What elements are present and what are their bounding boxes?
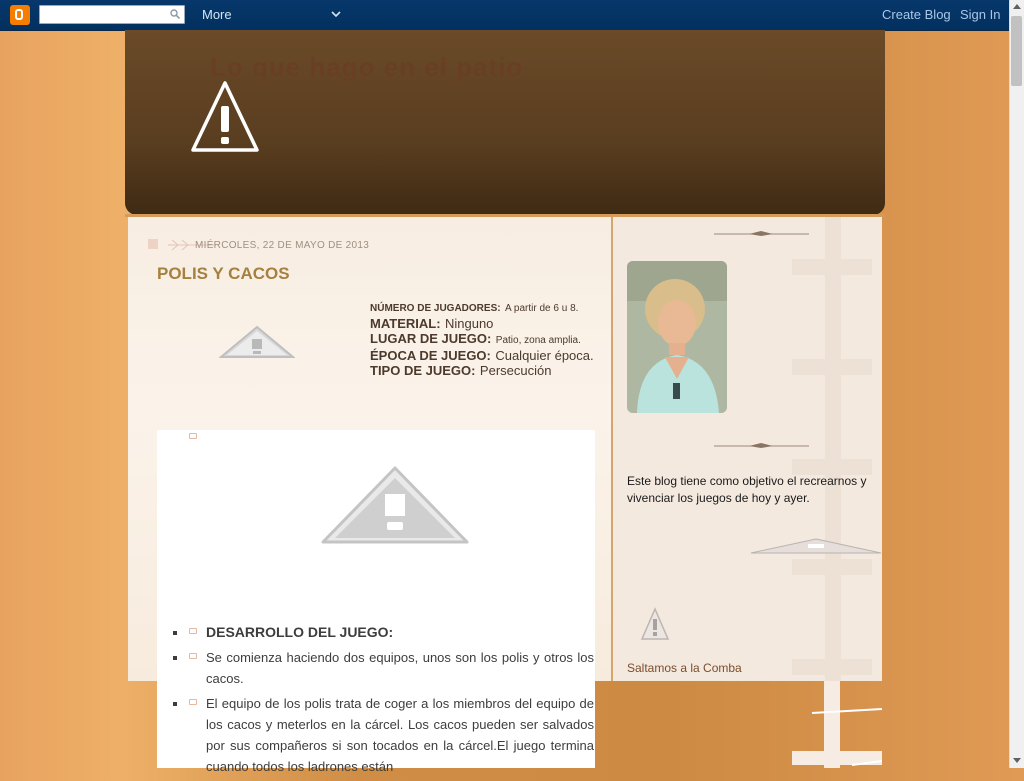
divider-decoration-icon xyxy=(714,443,809,449)
blogger-logo-icon[interactable] xyxy=(10,5,30,25)
profile-photo[interactable] xyxy=(627,261,727,413)
place-label: LUGAR DE JUEGO: xyxy=(370,331,492,346)
development-heading: DESARROLLO DEL JUEGO: xyxy=(206,624,394,640)
list-item xyxy=(168,647,594,689)
paragraph-text: El equipo de los polis trata de coger a los miembros del equipo de los cacos y meterlos en la cárcel. Los cacos pueden ser salvados por sus compañeros si son tocados en la cárcel.El juego termina cuando todos los ladrones están xyxy=(206,696,594,774)
paragraph-text: Se comienza haciendo dos equipos, unos son los polis y otros los cacos. xyxy=(206,650,594,686)
broken-image-warning-icon xyxy=(190,80,260,154)
broken-image-icon xyxy=(750,538,882,554)
sign-in-link[interactable]: Sign In xyxy=(960,7,1001,22)
post-title[interactable]: POLIS Y CACOS xyxy=(157,264,290,283)
pattern-decoration xyxy=(792,681,882,768)
blog-title[interactable]: Lo que hago en el patio xyxy=(210,52,524,82)
create-blog-link[interactable]: Create Blog xyxy=(882,7,951,22)
date-bullet xyxy=(148,239,158,249)
sidebar-link-saltamos[interactable]: Saltamos a la Comba xyxy=(627,661,742,675)
players-label: NÚMERO DE JUGADORES: xyxy=(370,303,501,314)
search-icon[interactable] xyxy=(170,9,180,19)
post-date: MIÉRCOLES, 22 DE MAYO DE 2013 xyxy=(195,240,370,251)
more-menu[interactable]: More xyxy=(202,7,232,22)
list-item xyxy=(168,693,594,777)
season-label: ÉPOCA DE JUEGO: xyxy=(370,348,491,363)
blogger-navbar xyxy=(0,0,1009,31)
material-value: Ninguno xyxy=(444,316,494,331)
divider-decoration-icon xyxy=(714,231,809,237)
broken-image-icon xyxy=(219,325,295,359)
place-value: Patio, zona amplia. xyxy=(495,335,581,346)
broken-image-icon xyxy=(640,607,670,641)
game-description-list xyxy=(168,622,594,781)
blog-description: Este blog tiene como objetivo el recrearnos y vivenciar los juegos de hoy y ayer. xyxy=(627,474,867,505)
game-metadata xyxy=(370,299,600,378)
scroll-down-arrow-icon[interactable] xyxy=(1013,758,1021,763)
list-item xyxy=(168,622,594,643)
type-value: Persecución xyxy=(479,363,552,378)
broken-image-icon xyxy=(319,464,471,546)
players-value: A partir de 6 u 8. xyxy=(505,303,579,314)
season-value: Cualquier época. xyxy=(495,348,594,363)
material-label: MATERIAL: xyxy=(370,316,441,331)
scrollbar-thumb[interactable] xyxy=(1011,16,1022,86)
search-input[interactable] xyxy=(39,5,185,24)
vertical-scrollbar[interactable] xyxy=(1009,0,1024,768)
tag-bullet-icon xyxy=(189,433,197,439)
type-label: TIPO DE JUEGO: xyxy=(370,363,476,378)
scroll-up-arrow-icon[interactable] xyxy=(1013,4,1021,9)
chevron-down-icon[interactable] xyxy=(330,8,342,20)
